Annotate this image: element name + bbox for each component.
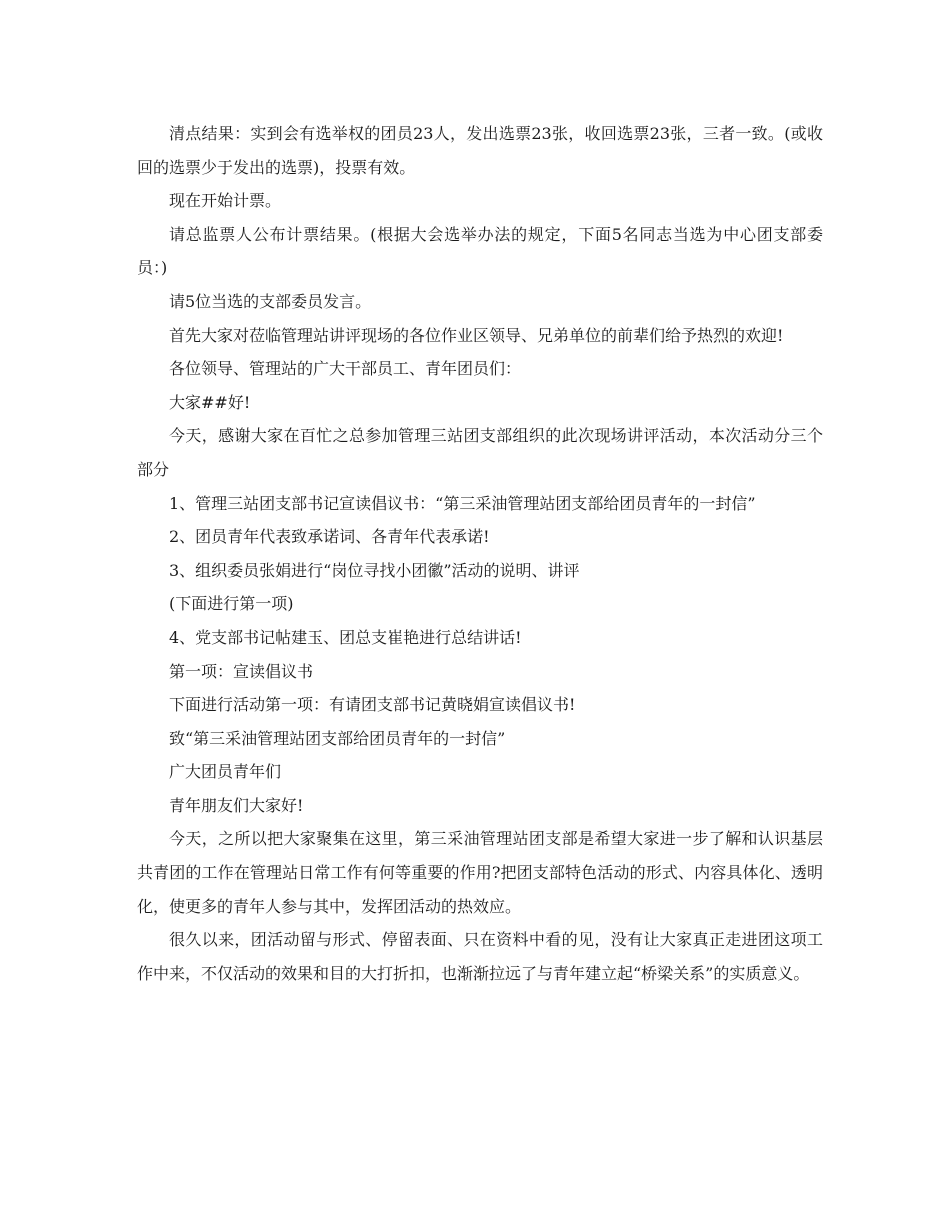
paragraph-greeting: 大家##好!	[169, 392, 251, 412]
paragraph-section-heading: 第一项：宣读倡议书	[169, 661, 314, 681]
paragraph-announce-result: 请总监票人公布计票结果。(根据大会选举办法的规定，下面5名同志当选为中心团支部委员：)	[137, 224, 823, 278]
paragraph-event-intro: 今天，感谢大家在百忙之总参加管理三站团支部组织的此次现场讲评活动，本次活动分三个部分	[137, 426, 823, 479]
paragraph-letter-greeting: 青年朋友们大家好!	[169, 795, 304, 815]
paragraph-letter-title: 致“第三采油管理站团支部给团员青年的一封信”	[169, 728, 506, 748]
paragraph-letter-body-2: 很久以来，团活动留与形式、停留表面、只在资料中看的见，没有让大家真正走进团这项工作中来，不仅活动的效果和目的大打折扣，也渐渐拉远了与青年建立起“桥梁关系”的实质意义。	[137, 930, 823, 983]
paragraph-letter-body-1: 今天，之所以把大家聚集在这里，第三采油管理站团支部是希望大家进一步了解和认识基层共青团的工作在管理站日常工作有何等重要的作用?把团支部特色活动的形式、内容具体化、透明化，使更多的青年人参与其中，发挥团活动的热效应。	[137, 829, 823, 916]
paragraph-agenda-item-1: 1、管理三站团支部书记宣读倡议书：“第三采油管理站团支部给团员青年的一封信”	[169, 493, 756, 513]
paragraph-salutation: 各位领导、管理站的广大干部员工、青年团员们：	[169, 359, 522, 379]
paragraph-next-item-note: (下面进行第一项)	[169, 594, 294, 614]
document-body	[137, 117, 823, 990]
paragraph-agenda-item-2: 2、团员青年代表致承诺词、各青年代表承诺!	[169, 527, 490, 547]
paragraph-start-counting: 现在开始计票。	[169, 191, 282, 211]
paragraph-vote-count-result: 清点结果：实到会有选举权的团员23人，发出选票23张，收回选票23张，三者一致。(或收回的选票少于发出的选票)，投票有效。	[137, 124, 823, 177]
paragraph-elected-members-speech: 请5位当选的支部委员发言。	[169, 291, 372, 311]
paragraph-letter-salutation: 广大团员青年们	[169, 762, 282, 782]
paragraph-welcome: 首先大家对莅临管理站讲评现场的各位作业区领导、兄弟单位的前辈们给予热烈的欢迎!	[169, 325, 784, 345]
paragraph-agenda-item-3: 3、组织委员张娟进行“岗位寻找小团徽”活动的说明、讲评	[169, 560, 580, 580]
paragraph-agenda-item-4: 4、党支部书记帖建玉、团总支崔艳进行总结讲话!	[169, 627, 522, 647]
paragraph-invite-reader: 下面进行活动第一项：有请团支部书记黄晓娟宣读倡议书!	[169, 695, 576, 715]
